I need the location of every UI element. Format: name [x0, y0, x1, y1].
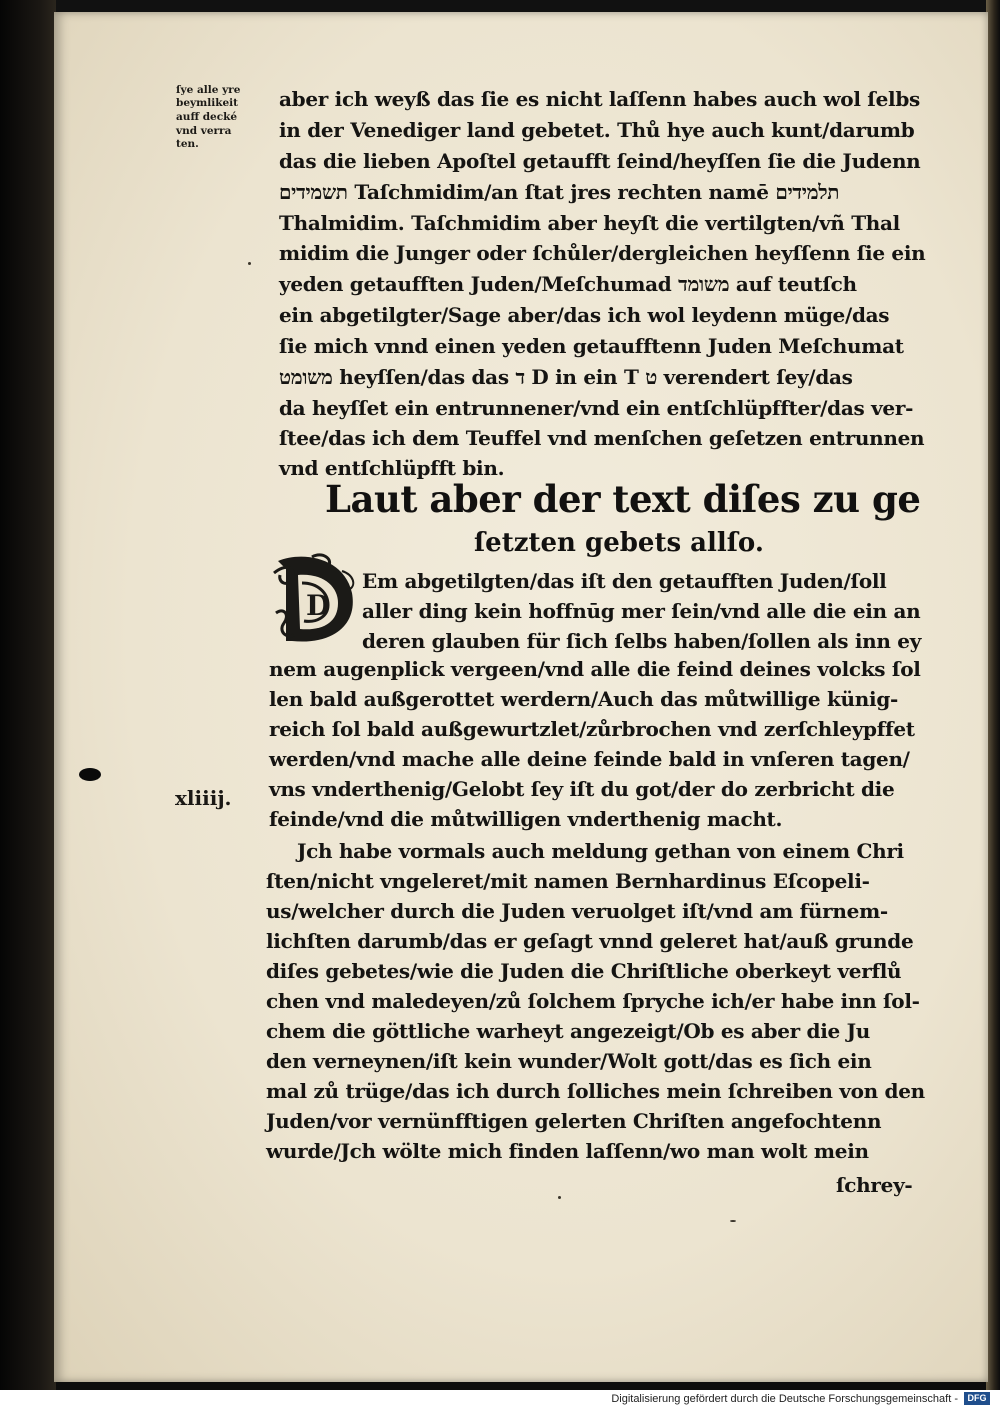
text-line: chen vnd maledeyen/zů ſolchem ſpryche ich/er habe inn ſol-: [266, 989, 920, 1013]
text-line: ſtee/das ich dem Teuffel vnd menſchen geſetzen entrunnen: [279, 426, 925, 450]
decorated-initial-d-icon: [272, 553, 358, 645]
text-line: ein abgetilgter/Sage aber/das ich wol leydenn müge/das: [279, 303, 890, 327]
text-line: ſten/nicht vngeleret/mit namen Bernhardinus Eſcopeli-: [266, 869, 870, 893]
text-line: Juden/vor vernünfftigen gelerten Chriſten angefochtenn: [266, 1109, 882, 1133]
ink-speck: [558, 1196, 561, 1199]
text-line: Thalmidim. Taſchmidim aber heyſt die vertilgten/vñ Thal: [279, 211, 900, 235]
initial-letter: D: [306, 589, 331, 622]
text-line: yeden getaufften Juden/Meſchumad משומד auf teutſch: [279, 272, 857, 296]
text-line: משומט heyſſen/das das ד D in ein T ט verendert ſey/das: [279, 365, 853, 389]
text-line: chem die göttliche warheyt angezeigt/Ob es aber die Ju: [266, 1019, 871, 1043]
text-line: Em abgetilgten/das iſt den getaufften Juden/ſoll: [362, 569, 887, 593]
text-line: mal zů trüge/das ich durch ſolliches mein ſchreiben von den: [266, 1079, 925, 1103]
text-line: Jch habe vormals auch meldung gethan von einem Chri: [297, 839, 904, 863]
marginal-line: beymlikeit: [176, 97, 239, 109]
text-line: lichſten darumb/das er geſagt vnnd geleret hat/auß grunde: [266, 929, 914, 953]
marginal-line: vnd verra: [176, 125, 232, 137]
footer-credit: Digitalisierung gefördert durch die Deutsche Forschungsgemeinschaft -: [611, 1393, 958, 1405]
text-line: diſes gebetes/wie die Juden die Chriſtliche oberkeyt verflů: [266, 959, 902, 983]
section-heading-line-1: Laut aber der text diſes zu ge: [325, 477, 921, 521]
text-line: us/welcher durch die Juden veruolget iſt/vnd am fürnem-: [266, 899, 888, 923]
marginal-line: ten.: [176, 138, 199, 150]
text-line: werden/vnd mache alle deine feinde bald in vnſeren tagen/: [269, 747, 910, 771]
text-line: nem augenplick vergeen/vnd alle die feind deines volcks ſol: [269, 657, 921, 681]
text-line: aber ich weyß das ſie es nicht laſſenn habes auch wol ſelbs: [279, 87, 920, 111]
text-line: das die lieben Apoſtel getaufft ſeind/heyſſen ſie die Judenn: [279, 149, 921, 173]
ink-blot: [79, 768, 101, 781]
section-heading-line-2: ſetzten gebets allſo.: [474, 528, 764, 558]
text-line: vns vnderthenig/Gelobt ſey iſt du got/der do zerbricht die: [269, 777, 895, 801]
ink-speck: [248, 262, 251, 265]
text-line: feinde/vnd die můtwilligen vnderthenig macht.: [269, 807, 783, 831]
text-line: len bald außgerottet werdern/Auch das můtwillige künig-: [269, 687, 899, 711]
text-line: in der Venediger land gebetet. Thů hye auch kunt/darumb: [279, 118, 915, 142]
text-line: da heyſſet ein entrunnener/vnd ein entſchlüpffter/das ver-: [279, 396, 914, 420]
text-line: vnd entſchlüpfft bin.: [279, 456, 505, 480]
text-line: den verneynen/iſt kein wunder/Wolt gott/das es ſich ein: [266, 1049, 872, 1073]
text-line: תשמידים Taſchmidim/an ſtat jres rechten namē תלמידים: [279, 180, 840, 204]
catchword: ſchrey-: [836, 1173, 913, 1197]
text-line: midim die Junger oder ſchůler/dergleichen heyſſenn ſie ein: [279, 241, 926, 265]
text-line: deren glauben für ſich ſelbs haben/ſollen als inn ey: [362, 629, 922, 653]
text-line: aller ding kein hoffnūg mer ſein/vnd alle die ein an: [362, 599, 921, 623]
text-line: reich ſol bald außgewurtzlet/zůrbrochen vnd zerſchleypffet: [269, 717, 915, 741]
marginal-line: ſye alle yre: [176, 84, 241, 96]
folio-number: xliiij.: [175, 786, 232, 810]
text-line: wurde/Jch wölte mich finden laſſenn/wo man wolt mein: [266, 1139, 869, 1163]
dfg-logo: DFG: [964, 1392, 990, 1405]
marginal-line: auff decké: [176, 111, 238, 123]
text-line: ſie mich vnnd einen yeden getaufftenn Juden Meſchumat: [279, 334, 904, 358]
ink-speck: [730, 1220, 736, 1222]
